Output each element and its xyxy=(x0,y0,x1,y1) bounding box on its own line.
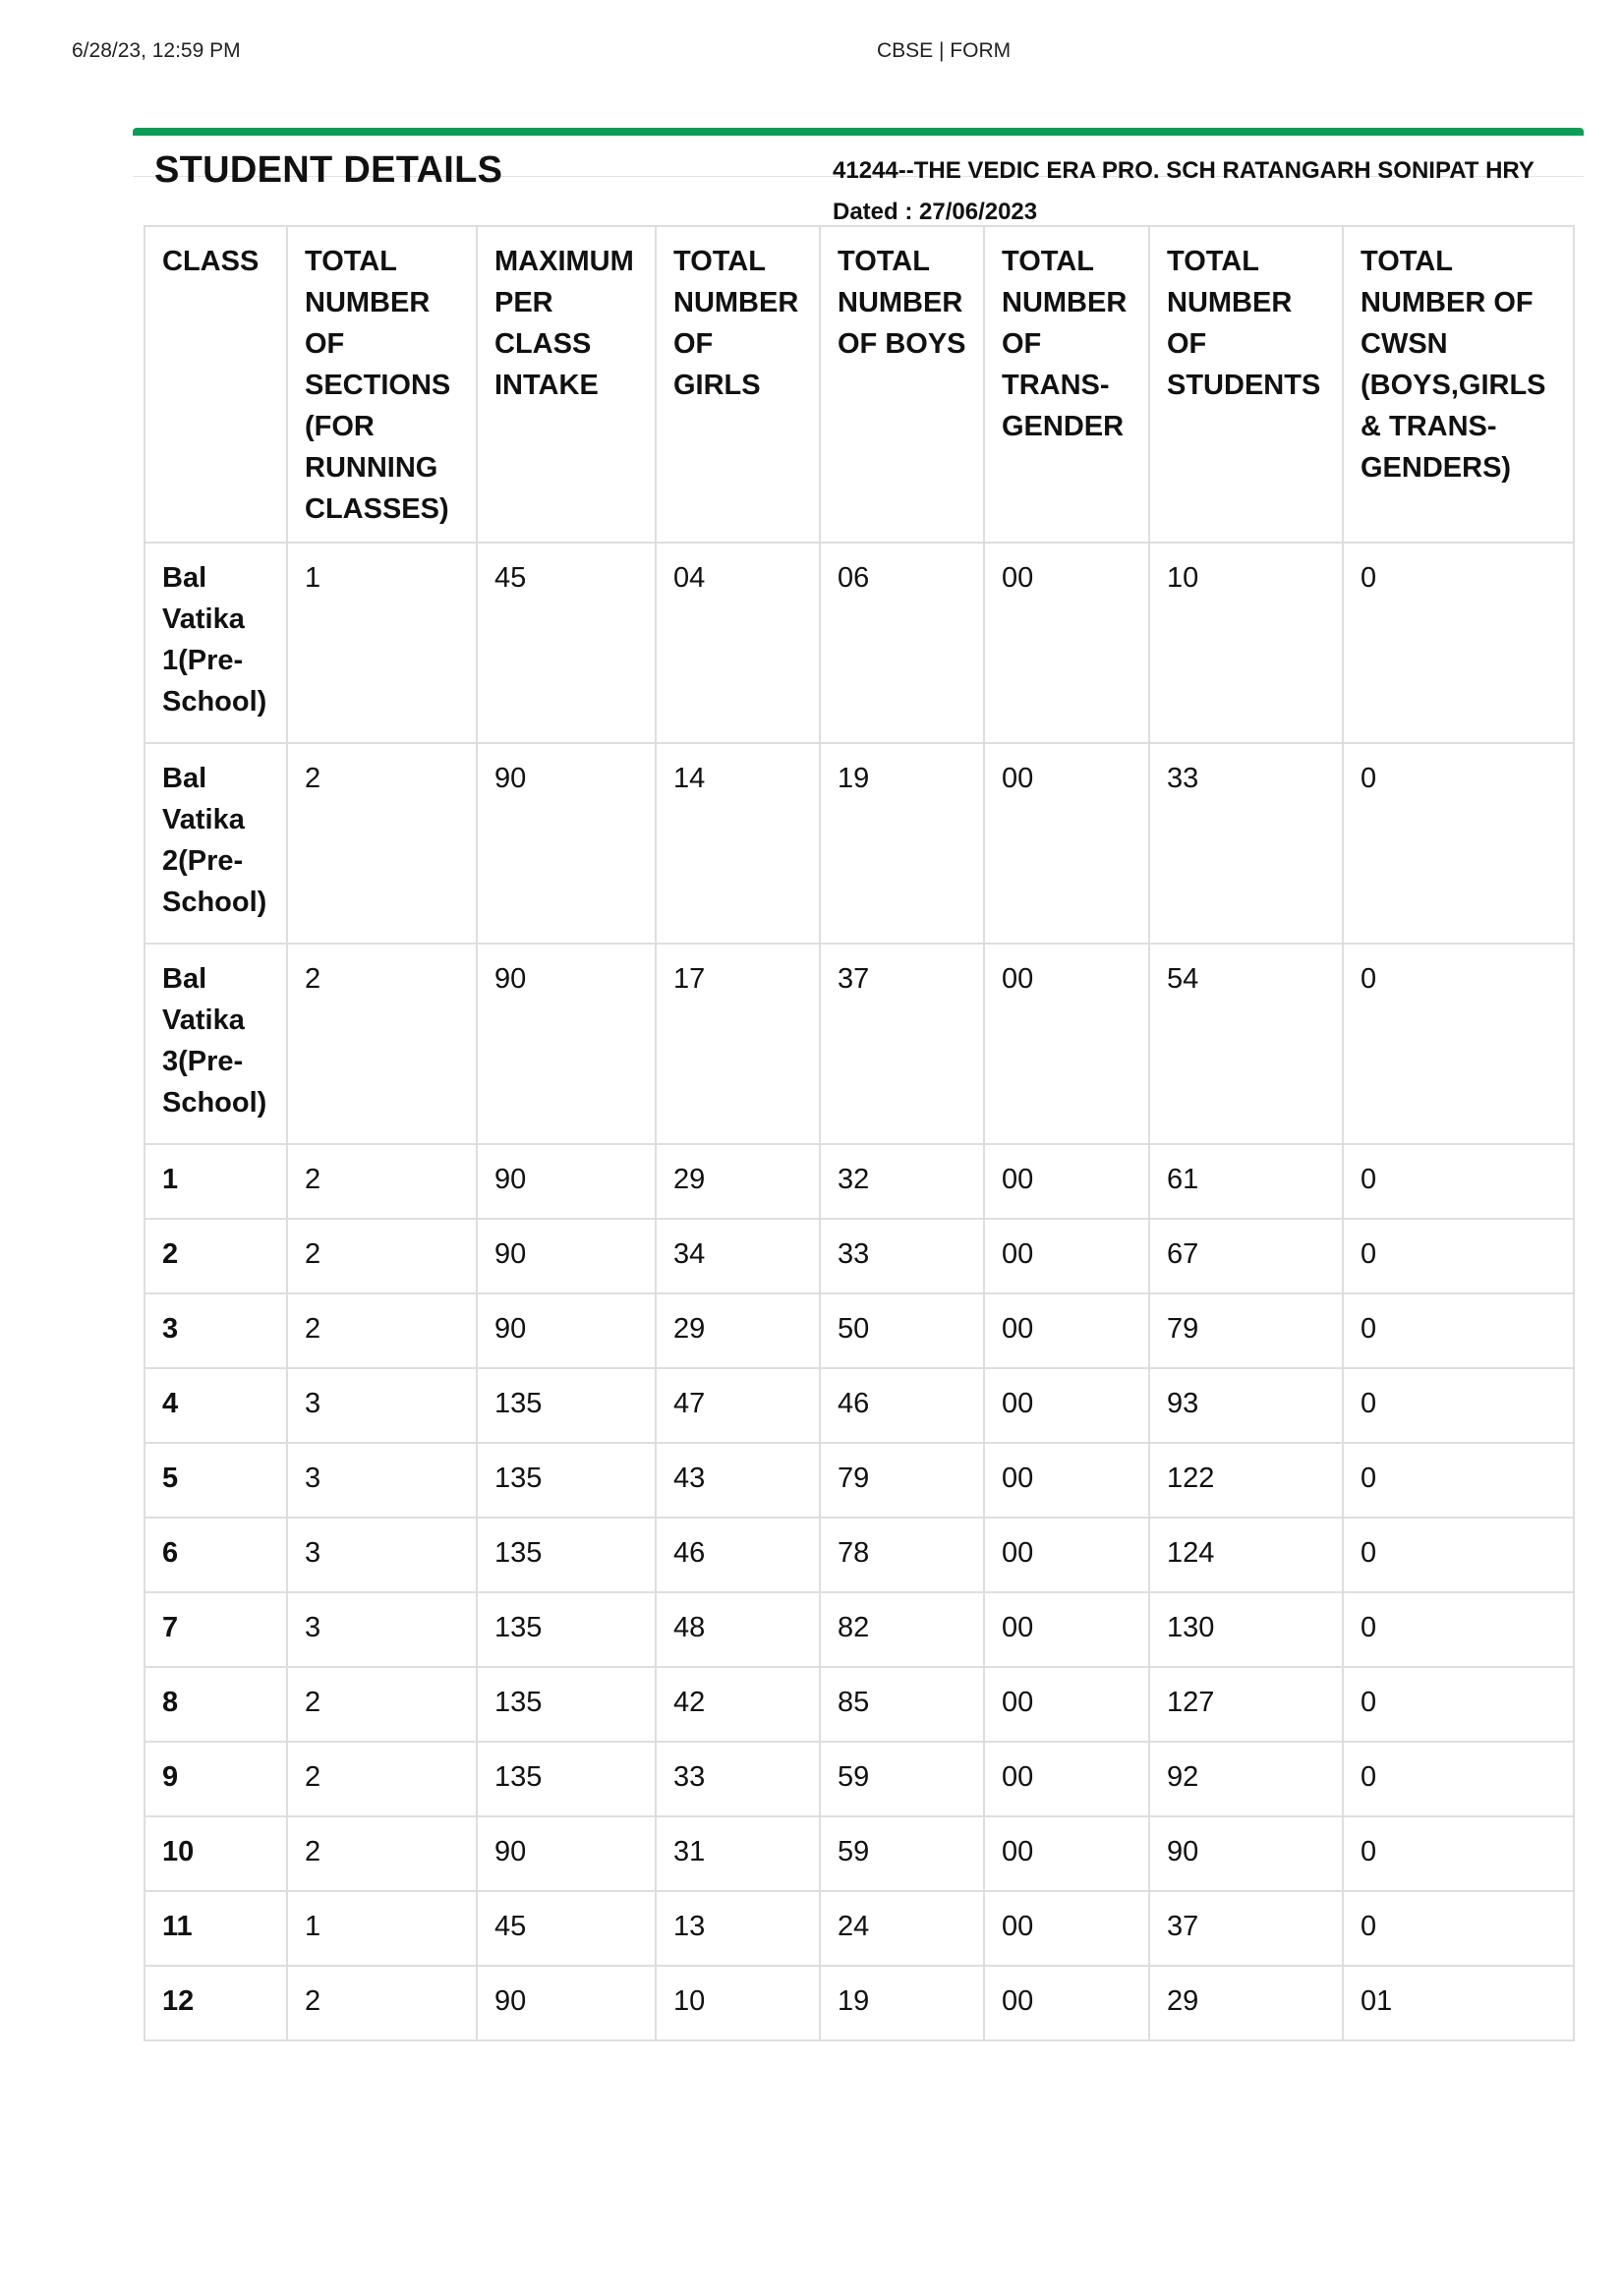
cell-sections: 3 xyxy=(287,1518,477,1592)
cell-cwsn: 01 xyxy=(1343,1966,1574,2040)
cell-cwsn: 0 xyxy=(1343,1816,1574,1891)
cell-transgender: 00 xyxy=(984,1816,1149,1891)
cell-students: 93 xyxy=(1149,1368,1343,1443)
cell-transgender: 00 xyxy=(984,1891,1149,1966)
cell-sections: 3 xyxy=(287,1443,477,1518)
table-row xyxy=(145,1443,1574,1518)
cell-class: 12 xyxy=(145,1966,287,2040)
cell-transgender: 00 xyxy=(984,1368,1149,1443)
cell-cwsn: 0 xyxy=(1343,1144,1574,1219)
accent-bar xyxy=(133,128,1584,136)
table-row xyxy=(145,1891,1574,1966)
cell-transgender: 00 xyxy=(984,1742,1149,1816)
cell-students: 29 xyxy=(1149,1966,1343,2040)
header-cwsn: TOTAL NUMBER OF CWSN (BOYS,GIRLS & TRANS-GENDERS) xyxy=(1343,226,1574,543)
cell-girls: 31 xyxy=(656,1816,820,1891)
cell-girls: 43 xyxy=(656,1443,820,1518)
cell-boys: 24 xyxy=(820,1891,984,1966)
cell-cwsn: 0 xyxy=(1343,1293,1574,1368)
cell-boys: 19 xyxy=(820,1966,984,2040)
student-details-table xyxy=(144,225,1575,2041)
header-girls: TOTAL NUMBER OF GIRLS xyxy=(656,226,820,543)
cell-girls: 42 xyxy=(656,1667,820,1742)
cell-max-intake: 45 xyxy=(477,1891,656,1966)
cell-transgender: 00 xyxy=(984,1443,1149,1518)
cell-sections: 2 xyxy=(287,1219,477,1293)
header-transgender: TOTAL NUMBER OF TRANS-GENDER xyxy=(984,226,1149,543)
cell-girls: 17 xyxy=(656,944,820,1144)
cell-max-intake: 90 xyxy=(477,743,656,944)
table-header-row xyxy=(145,226,1574,543)
school-name: 41244--THE VEDIC ERA PRO. SCH RATANGARH SONIPAT HRY xyxy=(833,157,1535,184)
print-timestamp: 6/28/23, 12:59 PM xyxy=(72,39,241,62)
cell-max-intake: 135 xyxy=(477,1667,656,1742)
cell-class: Bal Vatika 1(Pre-School) xyxy=(145,543,287,743)
cell-transgender: 00 xyxy=(984,944,1149,1144)
cell-class: 1 xyxy=(145,1144,287,1219)
cell-sections: 3 xyxy=(287,1592,477,1667)
cell-sections: 1 xyxy=(287,543,477,743)
cell-transgender: 00 xyxy=(984,743,1149,944)
cell-students: 37 xyxy=(1149,1891,1343,1966)
cell-max-intake: 135 xyxy=(477,1742,656,1816)
cell-max-intake: 90 xyxy=(477,1966,656,2040)
cell-class: 3 xyxy=(145,1293,287,1368)
header-class: CLASS xyxy=(145,226,287,543)
cell-girls: 29 xyxy=(656,1293,820,1368)
cell-students: 67 xyxy=(1149,1219,1343,1293)
cell-sections: 2 xyxy=(287,1667,477,1742)
cell-students: 92 xyxy=(1149,1742,1343,1816)
cell-cwsn: 0 xyxy=(1343,1443,1574,1518)
cell-students: 10 xyxy=(1149,543,1343,743)
cell-girls: 46 xyxy=(656,1518,820,1592)
cell-max-intake: 90 xyxy=(477,944,656,1144)
cell-girls: 48 xyxy=(656,1592,820,1667)
cell-boys: 46 xyxy=(820,1368,984,1443)
cell-max-intake: 90 xyxy=(477,1293,656,1368)
cell-boys: 37 xyxy=(820,944,984,1144)
cell-class: 4 xyxy=(145,1368,287,1443)
cell-sections: 2 xyxy=(287,743,477,944)
cell-girls: 33 xyxy=(656,1742,820,1816)
cell-girls: 29 xyxy=(656,1144,820,1219)
cell-girls: 10 xyxy=(656,1966,820,2040)
cell-boys: 85 xyxy=(820,1667,984,1742)
cell-cwsn: 0 xyxy=(1343,1891,1574,1966)
print-header xyxy=(0,39,1622,69)
cell-students: 130 xyxy=(1149,1592,1343,1667)
table-row xyxy=(145,1368,1574,1443)
cell-transgender: 00 xyxy=(984,1518,1149,1592)
cell-max-intake: 90 xyxy=(477,1816,656,1891)
table-row xyxy=(145,1667,1574,1742)
cell-girls: 04 xyxy=(656,543,820,743)
cell-cwsn: 0 xyxy=(1343,1667,1574,1742)
cell-boys: 33 xyxy=(820,1219,984,1293)
table-row xyxy=(145,1592,1574,1667)
print-page-title: CBSE | FORM xyxy=(877,39,1012,62)
table-row xyxy=(145,1518,1574,1592)
cell-students: 90 xyxy=(1149,1816,1343,1891)
cell-transgender: 00 xyxy=(984,1219,1149,1293)
cell-transgender: 00 xyxy=(984,1667,1149,1742)
cell-boys: 59 xyxy=(820,1742,984,1816)
cell-students: 122 xyxy=(1149,1443,1343,1518)
cell-cwsn: 0 xyxy=(1343,543,1574,743)
cell-sections: 3 xyxy=(287,1368,477,1443)
cell-cwsn: 0 xyxy=(1343,1742,1574,1816)
table-row xyxy=(145,1219,1574,1293)
cell-transgender: 00 xyxy=(984,1592,1149,1667)
cell-max-intake: 45 xyxy=(477,543,656,743)
cell-class: 8 xyxy=(145,1667,287,1742)
table-row xyxy=(145,1293,1574,1368)
dated-label: Dated : 27/06/2023 xyxy=(833,199,1038,225)
cell-students: 124 xyxy=(1149,1518,1343,1592)
cell-students: 127 xyxy=(1149,1667,1343,1742)
cell-transgender: 00 xyxy=(984,1144,1149,1219)
cell-max-intake: 90 xyxy=(477,1144,656,1219)
school-info xyxy=(833,150,1535,233)
cell-class: 7 xyxy=(145,1592,287,1667)
header-sections: TOTAL NUMBER OF SECTIONS (FOR RUNNING CLASSES) xyxy=(287,226,477,543)
cell-sections: 2 xyxy=(287,1816,477,1891)
table-row xyxy=(145,1966,1574,2040)
cell-sections: 2 xyxy=(287,1742,477,1816)
cell-class: 5 xyxy=(145,1443,287,1518)
cell-students: 61 xyxy=(1149,1144,1343,1219)
cell-boys: 79 xyxy=(820,1443,984,1518)
cell-cwsn: 0 xyxy=(1343,1518,1574,1592)
table-row xyxy=(145,944,1574,1144)
cell-class: Bal Vatika 3(Pre-School) xyxy=(145,944,287,1144)
cell-cwsn: 0 xyxy=(1343,1368,1574,1443)
cell-cwsn: 0 xyxy=(1343,1592,1574,1667)
cell-cwsn: 0 xyxy=(1343,944,1574,1144)
cell-students: 54 xyxy=(1149,944,1343,1144)
cell-class: Bal Vatika 2(Pre-School) xyxy=(145,743,287,944)
table-row xyxy=(145,1742,1574,1816)
table-row xyxy=(145,1144,1574,1219)
cell-class: 11 xyxy=(145,1891,287,1966)
cell-boys: 50 xyxy=(820,1293,984,1368)
cell-boys: 82 xyxy=(820,1592,984,1667)
cell-max-intake: 90 xyxy=(477,1219,656,1293)
table-row xyxy=(145,543,1574,743)
cell-boys: 32 xyxy=(820,1144,984,1219)
cell-max-intake: 135 xyxy=(477,1518,656,1592)
cell-sections: 1 xyxy=(287,1891,477,1966)
cell-students: 79 xyxy=(1149,1293,1343,1368)
table-row xyxy=(145,1816,1574,1891)
cell-boys: 78 xyxy=(820,1518,984,1592)
cell-class: 9 xyxy=(145,1742,287,1816)
header-max-intake: MAXIMUM PER CLASS INTAKE xyxy=(477,226,656,543)
cell-cwsn: 0 xyxy=(1343,1219,1574,1293)
cell-sections: 2 xyxy=(287,1144,477,1219)
cell-max-intake: 135 xyxy=(477,1368,656,1443)
cell-girls: 13 xyxy=(656,1891,820,1966)
cell-boys: 06 xyxy=(820,543,984,743)
cell-girls: 14 xyxy=(656,743,820,944)
cell-class: 2 xyxy=(145,1219,287,1293)
table-row xyxy=(145,743,1574,944)
cell-girls: 47 xyxy=(656,1368,820,1443)
section-title: STUDENT DETAILS xyxy=(154,149,503,191)
cell-transgender: 00 xyxy=(984,1966,1149,2040)
header-students: TOTAL NUMBER OF STUDENTS xyxy=(1149,226,1343,543)
cell-transgender: 00 xyxy=(984,1293,1149,1368)
cell-max-intake: 135 xyxy=(477,1443,656,1518)
cell-boys: 59 xyxy=(820,1816,984,1891)
cell-max-intake: 135 xyxy=(477,1592,656,1667)
cell-class: 6 xyxy=(145,1518,287,1592)
cell-sections: 2 xyxy=(287,1293,477,1368)
cell-sections: 2 xyxy=(287,1966,477,2040)
cell-girls: 34 xyxy=(656,1219,820,1293)
cell-students: 33 xyxy=(1149,743,1343,944)
cell-class: 10 xyxy=(145,1816,287,1891)
cell-transgender: 00 xyxy=(984,543,1149,743)
cell-cwsn: 0 xyxy=(1343,743,1574,944)
cell-sections: 2 xyxy=(287,944,477,1144)
header-boys: TOTAL NUMBER OF BOYS xyxy=(820,226,984,543)
cell-boys: 19 xyxy=(820,743,984,944)
